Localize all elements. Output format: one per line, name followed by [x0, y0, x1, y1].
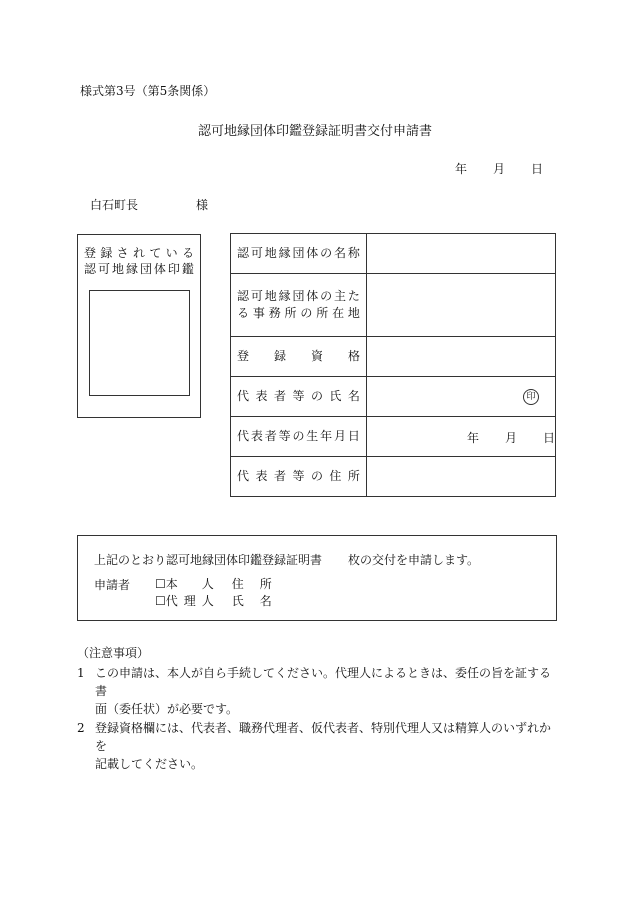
table-row	[231, 417, 556, 457]
notes-section	[77, 644, 557, 774]
application-statement	[94, 551, 479, 568]
table-row	[231, 377, 556, 417]
qualification-field[interactable]	[366, 337, 555, 377]
statement-before: 上記のとおり認可地縁団体印鑑登録証明書	[94, 553, 323, 567]
table-row	[231, 457, 556, 497]
seal-caption-line2: 認 可 地 縁 団 体 印 鑑	[84, 262, 194, 276]
table-row	[231, 234, 556, 274]
qualification-label: 登 録 資 格	[231, 337, 367, 377]
association-info-table	[230, 233, 556, 497]
agent-label: 代 理 人	[165, 594, 214, 608]
birth-year: 年	[466, 430, 479, 445]
note-number: 2	[77, 721, 85, 735]
application-box	[77, 535, 557, 621]
representative-address-field[interactable]	[366, 457, 555, 497]
date-day: 日	[531, 162, 544, 176]
principal-label: 本 人	[165, 577, 214, 591]
principal-field-label: 住 所	[231, 577, 272, 591]
birthdate-field[interactable]	[366, 417, 555, 457]
registered-seal-box	[77, 234, 201, 418]
note-item	[77, 664, 557, 718]
birthdate-label: 代 表 者 等 の 生 年 月 日	[231, 417, 367, 457]
representative-address-label: 代 表 者 等 の 住 所	[231, 457, 367, 497]
representative-name-field[interactable]	[366, 377, 555, 417]
notes-heading: （注意事項）	[77, 646, 150, 660]
office-address-field[interactable]	[366, 274, 555, 337]
birthdate-ymd	[467, 429, 555, 446]
option-principal	[155, 576, 272, 593]
note-text: この申請は、本人が自ら手続してください。代理人によるときは、委任の旨を証する書	[95, 666, 552, 698]
note-text: 登録資格欄には、代表者、職務代理者、仮代表者、特別代理人又は精算人のいずれかを	[95, 721, 552, 753]
birth-month: 月	[504, 430, 517, 445]
applicant-label: 申請者	[94, 578, 131, 592]
note-text: 面（委任状）が必要です。	[95, 702, 239, 716]
addressee-name: 白石町長	[90, 198, 139, 212]
association-name-field[interactable]	[366, 234, 555, 274]
seal-caption-line1: 登 録 さ れ て い る	[84, 246, 194, 260]
option-agent	[155, 593, 272, 610]
addressee	[90, 198, 208, 213]
name-label: 認 可 地 縁 団 体 の 名 称	[231, 234, 367, 274]
agent-field-label: 氏 名	[231, 594, 272, 608]
representative-name-label: 代 表 者 等 の 氏 名	[231, 377, 367, 417]
seal-impression-area[interactable]	[89, 290, 190, 396]
birth-day: 日	[542, 430, 555, 445]
application-date	[455, 162, 543, 177]
document-title: 認可地縁団体印鑑登録証明書交付申請書	[197, 124, 432, 139]
table-row	[231, 274, 556, 337]
addressee-honorific: 様	[196, 198, 209, 212]
date-month: 月	[493, 162, 506, 176]
date-year: 年	[455, 162, 468, 176]
principal-checkbox[interactable]: ☐	[155, 577, 166, 591]
note-number: 1	[77, 666, 85, 680]
agent-checkbox[interactable]: ☐	[155, 594, 166, 608]
seal-mark-icon: 印	[523, 389, 539, 405]
statement-after: 枚の交付を申請します。	[348, 553, 480, 567]
note-text: 記載してください。	[95, 757, 204, 771]
seal-caption	[84, 245, 194, 277]
table-row	[231, 337, 556, 377]
applicant-options	[155, 576, 272, 610]
office-address-label: 認 可 地 縁 団 体 の 主 た る 事 務 所 の 所 在 地	[231, 274, 367, 337]
note-item	[77, 719, 557, 773]
form-number: 様式第3号（第5条関係）	[80, 84, 216, 98]
